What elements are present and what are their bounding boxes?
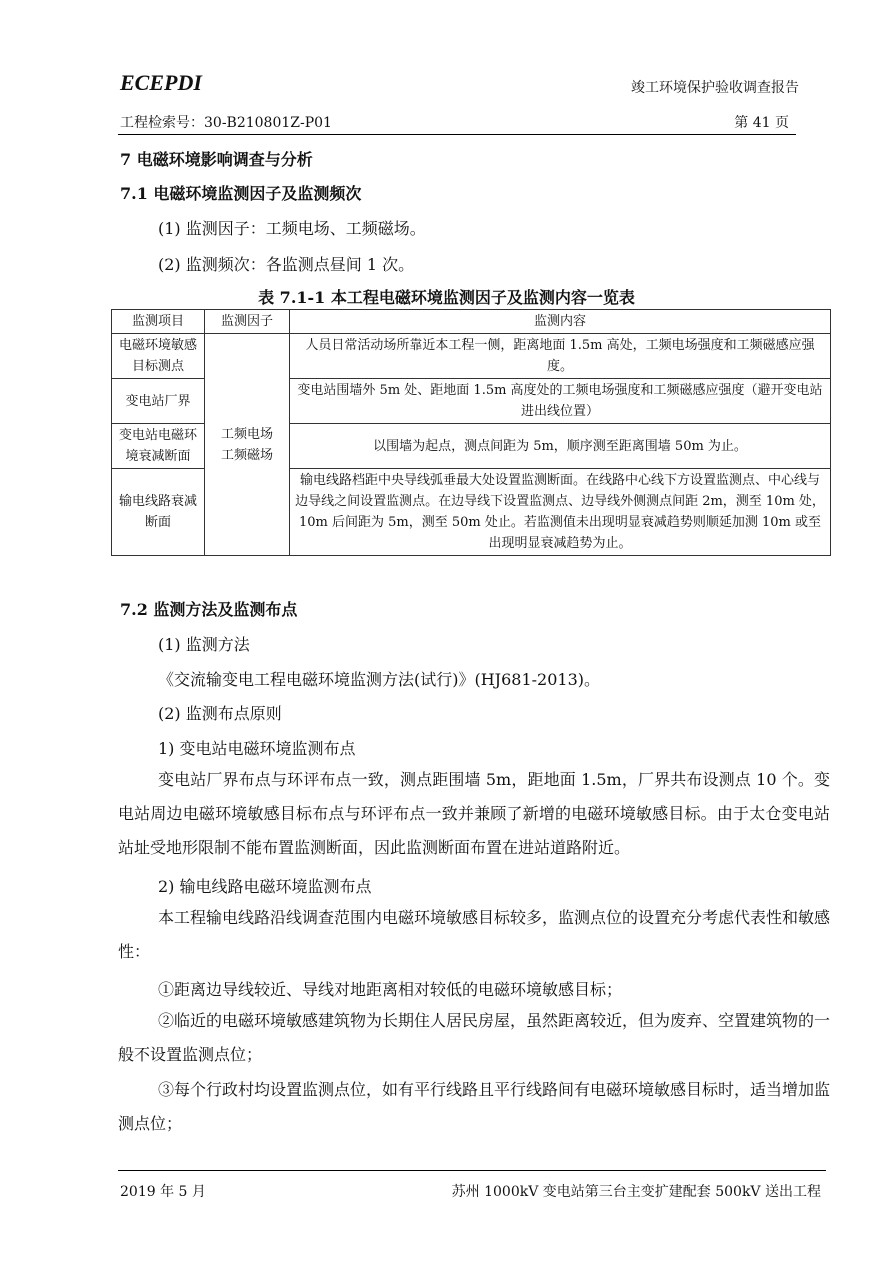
table-header-cell: 监测因子 — [205, 310, 290, 334]
footer-date: 2019 年 5 月 — [120, 1184, 206, 1200]
table-cell-item: 输电线路衰减断面 — [112, 469, 205, 556]
report-title: 竣工环境保护验收调查报告 — [631, 80, 799, 96]
page-number: 第 41 页 — [734, 115, 789, 131]
paragraph: (1) 监测方法 — [158, 635, 250, 654]
table-cell-content: 输电线路档距中央导线弧垂最大处设置监测断面。在线路中心线下方设置监测点、中心线与边导线之间设置监测点。在边导线下设置监测点、边导线外侧测点间距 2m，测至 10m 处，10m 后间距为 5m，测至 50m 处止。若监测值未出现明显衰减趋势则顺延加测 10m 或至出现明显衰减趋势为止。 — [290, 469, 831, 556]
paragraph: ③每个行政村均设置监测点位，如有平行线路且平行线路间有电磁环境敏感目标时，适当增加监测点位； — [118, 1080, 831, 1133]
document-index: 工程检索号：30-B210801Z-P01 — [120, 115, 332, 131]
paragraph: 《交流输变电工程电磁环境监测方法(试行)》(HJ681-2013)。 — [158, 670, 601, 689]
header-divider — [118, 134, 796, 135]
table-header-cell: 监测内容 — [290, 310, 831, 334]
paragraph: ①距离边导线较近、导线对地距离相对较低的电磁环境敏感目标； — [158, 980, 623, 999]
footer-project-name: 苏州 1000kV 变电站第三台主变扩建配套 500kV 送出工程 — [451, 1184, 821, 1200]
paragraph: 2) 输电线路电磁环境监测布点 — [158, 877, 372, 896]
table-cell-item: 变电站电磁环境衰减断面 — [112, 424, 205, 469]
table-caption: 表 7.1-1 本工程电磁环境监测因子及监测内容一览表 — [258, 288, 635, 307]
footer-divider — [118, 1170, 826, 1171]
table-header-row — [112, 310, 831, 334]
table-header-cell: 监测项目 — [112, 310, 205, 334]
monitoring-table — [111, 309, 831, 556]
table-cell-factor: 工频电场 工频磁场 — [205, 334, 290, 556]
section-heading: 7 电磁环境影响调查与分析 — [120, 150, 313, 169]
paragraph: ②临近的电磁环境敏感建筑物为长期住人居民房屋，虽然距离较近，但为废弃、空置建筑物的一般不设置监测点位； — [118, 1011, 831, 1064]
table-cell-content: 以围墙为起点，测点间距为 5m，顺序测至距离围墙 50m 为止。 — [290, 424, 831, 469]
paragraph: 本工程输电线路沿线调查范围内电磁环境敏感目标较多，监测点位的设置充分考虑代表性和敏感性： — [118, 908, 831, 961]
paragraph: 变电站厂界布点与环评布点一致，测点距围墙 5m，距地面 1.5m，厂界共布设测点 10 个。变电站周边电磁环境敏感目标布点与环评布点一致并兼顾了新增的电磁环境敏感目标。由于太仓变电站站址受地形限制不能布置监测断面，因此监测断面布置在进站道路附近。 — [118, 770, 830, 857]
company-logo: ECEPDI — [120, 70, 202, 95]
subsection-heading-7-1: 7.1 电磁环境监测因子及监测频次 — [120, 184, 362, 203]
paragraph: (2) 监测频次：各监测点昼间 1 次。 — [158, 255, 415, 274]
paragraph: (1) 监测因子：工频电场、工频磁场。 — [158, 219, 426, 238]
subsection-heading-7-2: 7.2 监测方法及监测布点 — [120, 600, 298, 619]
table-cell-item: 电磁环境敏感目标测点 — [112, 334, 205, 379]
table-row — [112, 334, 831, 379]
paragraph: (2) 监测布点原则 — [158, 704, 282, 723]
table-cell-content: 变电站围墙外 5m 处、距地面 1.5m 高度处的工频电场强度和工频磁感应强度（避开变电站进出线位置） — [290, 379, 831, 424]
table-cell-item: 变电站厂界 — [112, 379, 205, 424]
paragraph: 1) 变电站电磁环境监测布点 — [158, 739, 356, 758]
table-cell-content: 人员日常活动场所靠近本工程一侧，距离地面 1.5m 高处，工频电场强度和工频磁感应强度。 — [290, 334, 831, 379]
